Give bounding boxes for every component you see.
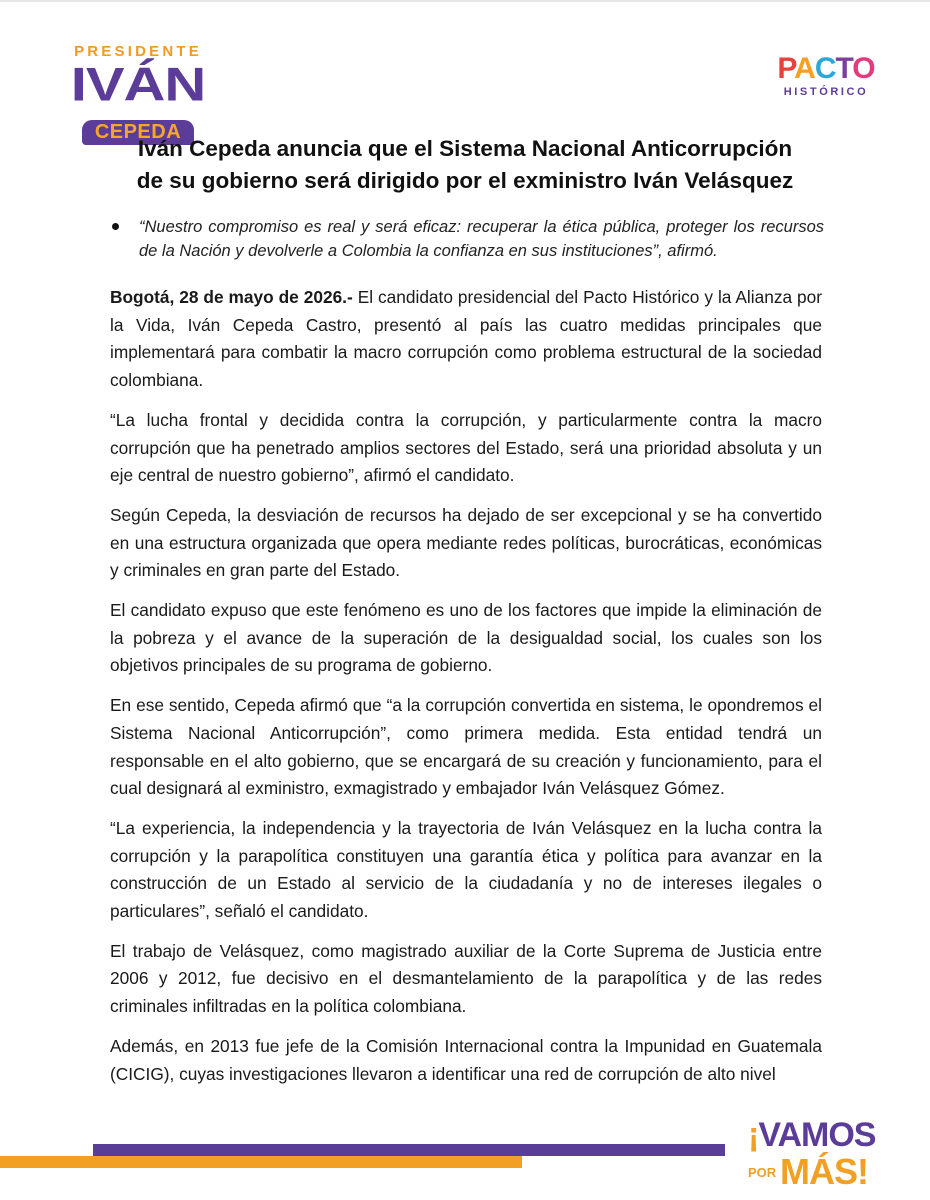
paragraph-2: “La lucha frontal y decidida contra la corrupción, y particularmente contra la macro corrupción que ha penetrado amplios sectores del Estado, será una prioridad absoluta y un eje central de nuestro gobierno”, afirmó el candidato. [110, 409, 822, 486]
slogan-por-mas [748, 1151, 908, 1192]
footer-orange-bar [0, 1156, 522, 1168]
paragraph-7: El trabajo de Velásquez, como magistrado auxiliar de la Corte Suprema de Justicia entre 2006 y 2012, fue decisivo en el desmantelamiento de la parapolítica y de las redes criminales infiltradas en la política colombiana. [110, 940, 822, 1017]
logo-cepeda-text: CEPEDA [82, 120, 194, 145]
logo-ivan-text: IVÁN [70, 57, 206, 112]
logo-pacto-text: PACTO [777, 52, 875, 85]
logo-presidente-text: PRESIDENTE [74, 43, 202, 60]
paragraph-1-text: El candidato presidencial del Pacto Histórico y la Alianza por la Vida, Iván Cepeda Castro, presentó al país las cuatro medidas principales que implementará para combatir la macro corrupción como problema estructural de la sociedad colombiana. [110, 287, 822, 391]
campaign-logo [68, 43, 208, 143]
press-release-title [100, 133, 830, 197]
paragraph-5: En ese sentido, Cepeda afirmó que “a la corrupción convertida en sistema, le opondremos el Sistema Nacional Anticorrupción”, como primera medida. Esta entidad tendrá un responsable en el alto gobierno, que se encargará de su creación y funcionamiento, para el cual designará al exministro, exmagistrado y embajador Iván Velásquez Gómez. [110, 695, 822, 799]
bullet-quote-text: “Nuestro compromiso es real y será eficaz: recuperar la ética pública, proteger los recursos de la Nación y devolverle a Colombia la confianza en sus instituciones”, afirmó. [139, 218, 824, 260]
slogan-por: POR [748, 1164, 777, 1180]
logo-historico-text: HISTÓRICO [783, 86, 869, 98]
footer-purple-bar [93, 1144, 725, 1156]
dateline: Bogotá, 28 de mayo de 2026.- [110, 287, 353, 307]
paragraph-4: El candidato expuso que este fenómeno es uno de los factores que impide la eliminación de la pobreza y el avance de la superación de la desigualdad social, los cuales son los objetivos principales de su programa de gobierno. [110, 600, 822, 676]
paragraph-1 [110, 284, 822, 395]
slogan-mas: MÁS! [780, 1151, 868, 1192]
article-body [110, 284, 822, 1100]
slogan-vamos: ¡VAMOS [748, 1116, 876, 1154]
paragraph-6: “La experiencia, la independencia y la trayectoria de Iván Velásquez en la lucha contra la corrupción y la parapolítica constituyen una garantía ética y política para avanzar en la construcción de un Estado al servicio de la ciudadanía y no de intereses ilegales o particulares”, señaló el candidato. [110, 817, 822, 922]
title-line-1: Iván Cepeda anuncia que el Sistema Nacional Anticorrupción [137, 136, 793, 161]
pacto-historico-logo [770, 54, 882, 98]
footer-bar-gap [522, 1156, 725, 1168]
title-line-2: de su gobierno será dirigido por el exministro Iván Velásquez [136, 168, 794, 193]
paragraph-8: Además, en 2013 fue jefe de la Comisión Internacional contra la Impunidad en Guatemala (CICIG), cuyas investigaciones llevaron a identificar una red de corrupción de alto nivel [110, 1035, 822, 1084]
paragraph-3: Según Cepeda, la desviación de recursos ha dejado de ser excepcional y se ha convertido en una estructura organizada que opera mediante redes políticas, burocráticas, económicas y criminales en gran parte del Estado. [110, 504, 822, 581]
bullet-dot-icon [112, 223, 119, 230]
top-border [0, 0, 930, 2]
vamos-por-mas-logo [748, 1118, 908, 1190]
quote-bullet [112, 215, 824, 263]
